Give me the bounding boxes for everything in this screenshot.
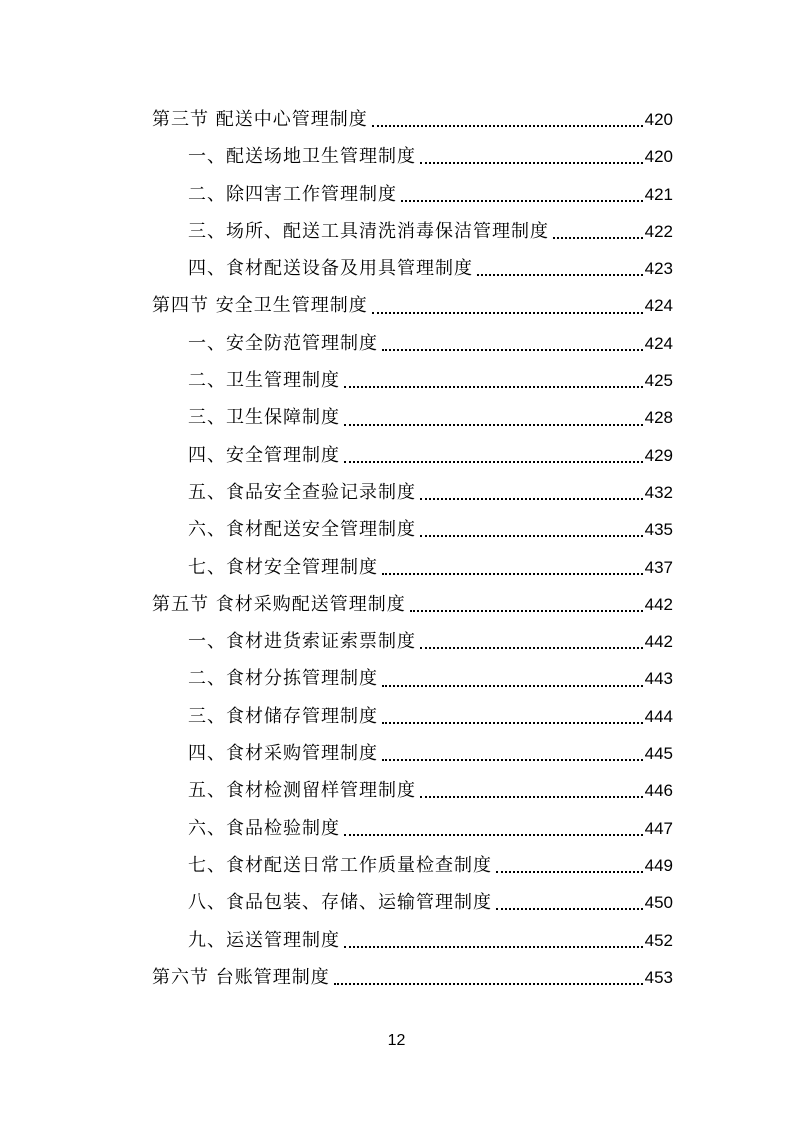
toc-subsection-entry[interactable] <box>0 772 793 809</box>
toc-subsection-entry[interactable] <box>0 735 793 772</box>
table-of-contents <box>0 101 793 996</box>
toc-entry-page-number: 429 <box>644 445 673 465</box>
toc-entry-page-number: 437 <box>644 557 673 577</box>
toc-subsection-entry[interactable] <box>0 660 793 697</box>
toc-entry-label: 第四节 安全卫生管理制度 <box>152 295 368 317</box>
toc-dot-leader <box>334 982 643 985</box>
toc-entry-label: 二、食材分拣管理制度 <box>188 668 378 690</box>
toc-section-entry[interactable] <box>0 287 793 324</box>
toc-entry-label: 第三节 配送中心管理制度 <box>152 109 368 130</box>
toc-subsection-entry[interactable] <box>0 511 793 548</box>
toc-entry-page-number: 432 <box>644 482 673 502</box>
toc-entry-label: 五、食品安全查验记录制度 <box>188 481 416 503</box>
toc-subsection-entry[interactable] <box>0 437 793 474</box>
toc-dot-leader <box>344 460 643 463</box>
toc-entry-label: 三、场所、配送工具清洗消毒保洁管理制度 <box>188 220 549 242</box>
toc-dot-leader <box>420 497 643 500</box>
toc-dot-leader <box>553 236 643 239</box>
toc-entry-label: 三、卫生保障制度 <box>188 407 340 429</box>
toc-entry-label: 二、卫生管理制度 <box>188 370 340 392</box>
toc-entry-page-number: 446 <box>644 781 673 801</box>
toc-dot-leader <box>372 124 643 127</box>
page-number: 12 <box>387 1032 406 1049</box>
toc-subsection-entry[interactable] <box>0 474 793 511</box>
toc-subsection-entry[interactable] <box>0 399 793 436</box>
toc-subsection-entry[interactable] <box>0 138 793 175</box>
toc-subsection-entry[interactable] <box>0 884 793 921</box>
toc-entry-label: 七、食材配送日常工作质量检查制度 <box>188 854 492 876</box>
toc-entry-page-number: 449 <box>644 855 673 875</box>
toc-entry-label: 八、食品包装、存储、运输管理制度 <box>188 892 492 914</box>
toc-section-entry[interactable] <box>0 959 793 996</box>
toc-subsection-entry[interactable] <box>0 922 793 959</box>
toc-dot-leader <box>401 199 643 202</box>
toc-subsection-entry[interactable] <box>0 623 793 660</box>
toc-entry-label: 六、食材配送安全管理制度 <box>188 519 416 541</box>
toc-entry-page-number: 422 <box>644 221 673 241</box>
toc-entry-page-number: 452 <box>644 930 673 950</box>
toc-dot-leader <box>420 795 643 798</box>
toc-entry-label: 第六节 台账管理制度 <box>152 966 330 988</box>
toc-subsection-entry[interactable] <box>0 213 793 250</box>
toc-entry-page-number: 421 <box>644 184 673 204</box>
toc-entry-label: 一、安全防范管理制度 <box>188 332 378 354</box>
toc-entry-page-number: 450 <box>644 893 673 913</box>
toc-section-entry[interactable] <box>0 586 793 623</box>
toc-dot-leader <box>382 721 643 724</box>
toc-dot-leader <box>382 572 643 575</box>
toc-dot-leader <box>344 945 643 948</box>
toc-entry-label: 九、运送管理制度 <box>188 929 340 951</box>
toc-subsection-entry[interactable] <box>0 325 793 362</box>
toc-section-entry[interactable] <box>0 101 793 138</box>
toc-subsection-entry[interactable] <box>0 847 793 884</box>
toc-entry-page-number: 442 <box>644 594 673 614</box>
toc-entry-label: 一、配送场地卫生管理制度 <box>188 146 416 168</box>
toc-dot-leader <box>344 385 643 388</box>
toc-subsection-entry[interactable] <box>0 250 793 287</box>
toc-entry-label: 二、除四害工作管理制度 <box>188 183 397 205</box>
toc-dot-leader <box>344 423 643 426</box>
toc-entry-label: 三、食材储存管理制度 <box>188 705 378 727</box>
toc-entry-page-number: 425 <box>644 371 673 391</box>
toc-dot-leader <box>477 273 643 276</box>
toc-entry-label: 五、食材检测留样管理制度 <box>188 780 416 802</box>
toc-entry-label: 一、食材进货索证索票制度 <box>188 631 416 653</box>
toc-dot-leader <box>382 348 643 351</box>
toc-dot-leader <box>420 646 643 649</box>
toc-entry-page-number: 424 <box>644 296 673 316</box>
toc-dot-leader <box>372 311 643 314</box>
toc-entry-page-number: 442 <box>644 632 673 652</box>
toc-subsection-entry[interactable] <box>0 176 793 213</box>
toc-subsection-entry[interactable] <box>0 810 793 847</box>
toc-entry-page-number: 420 <box>644 147 673 167</box>
toc-entry-page-number: 453 <box>644 967 673 987</box>
toc-entry-page-number: 424 <box>644 333 673 353</box>
toc-dot-leader <box>496 870 643 873</box>
toc-entry-page-number: 423 <box>644 259 673 279</box>
toc-entry-label: 七、食材安全管理制度 <box>188 556 378 578</box>
toc-subsection-entry[interactable] <box>0 362 793 399</box>
toc-entry-label: 四、食材配送设备及用具管理制度 <box>188 258 473 280</box>
toc-entry-page-number: 435 <box>644 520 673 540</box>
toc-entry-label: 四、食材采购管理制度 <box>188 743 378 765</box>
toc-entry-page-number: 447 <box>644 818 673 838</box>
toc-dot-leader <box>410 609 643 612</box>
toc-dot-leader <box>382 684 643 687</box>
toc-entry-page-number: 420 <box>644 110 673 129</box>
toc-entry-page-number: 445 <box>644 744 673 764</box>
toc-entry-label: 第五节 食材采购配送管理制度 <box>152 593 406 615</box>
toc-entry-page-number: 428 <box>644 408 673 428</box>
toc-entry-label: 四、安全管理制度 <box>188 444 340 466</box>
toc-entry-page-number: 444 <box>644 706 673 726</box>
toc-dot-leader <box>344 833 643 836</box>
toc-dot-leader <box>420 161 643 164</box>
toc-dot-leader <box>382 758 643 761</box>
toc-entry-page-number: 443 <box>644 669 673 689</box>
toc-dot-leader <box>496 907 643 910</box>
toc-dot-leader <box>420 534 643 537</box>
toc-subsection-entry[interactable] <box>0 698 793 735</box>
toc-subsection-entry[interactable] <box>0 549 793 586</box>
toc-entry-label: 六、食品检验制度 <box>188 817 340 839</box>
